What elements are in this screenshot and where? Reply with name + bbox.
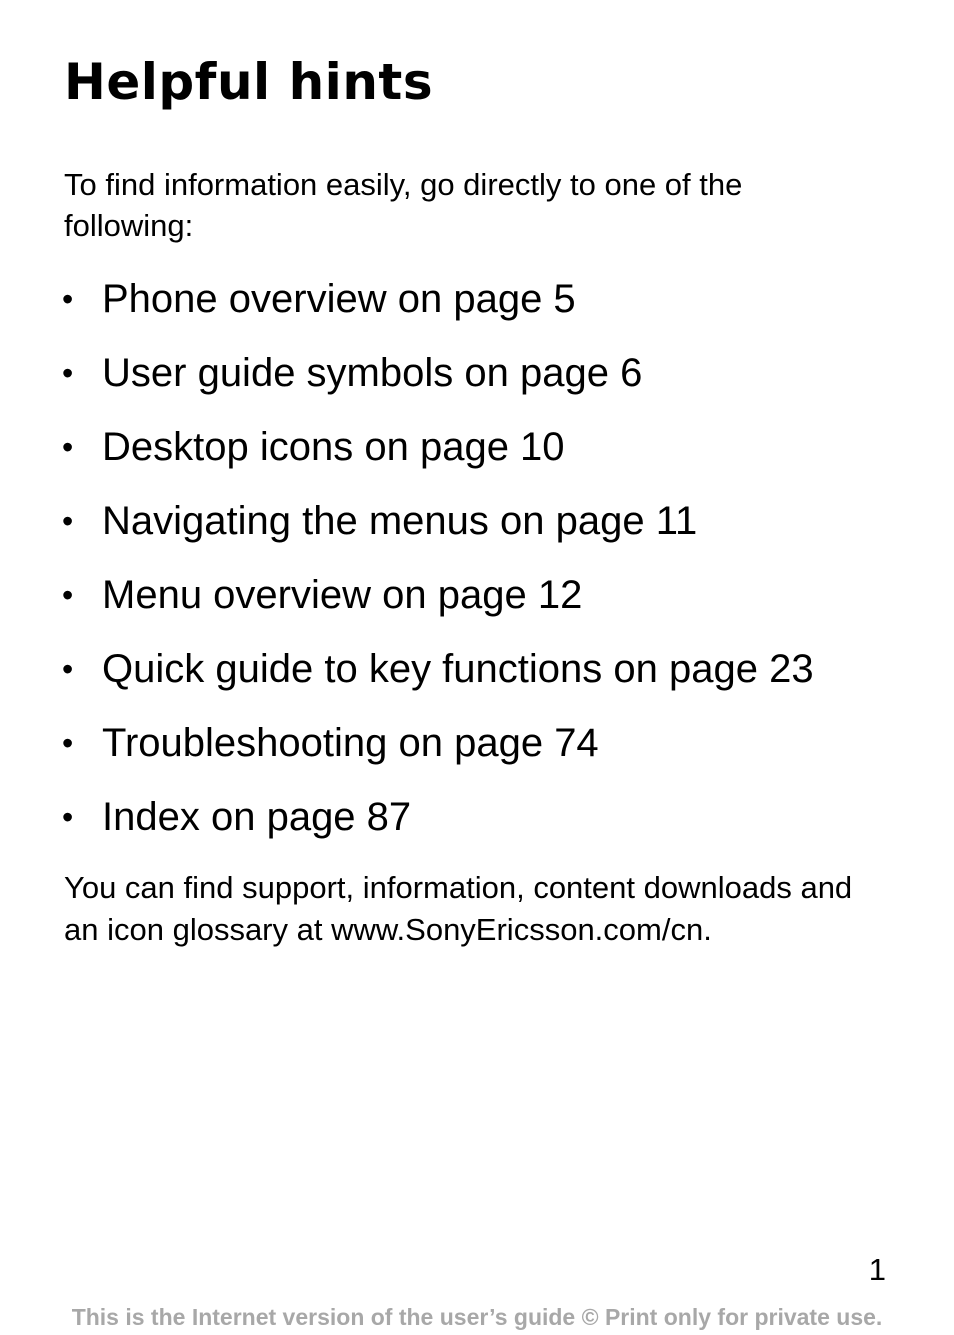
page-title: Helpful hints (64, 53, 434, 111)
bullet-icon: • (62, 503, 74, 539)
hint-link-phone-overview[interactable]: Phone overview on page 5 (102, 277, 576, 321)
intro-text: To find information easily, go directly to one of the following: (64, 167, 743, 243)
bullet-icon: • (62, 577, 74, 613)
bullet-icon: • (62, 429, 74, 465)
hint-link-index[interactable]: Index on page 87 (102, 795, 412, 839)
footer-notice: This is the Internet version of the user’s guide © Print only for private use. (71, 1304, 883, 1330)
hint-link-user-guide-symbols[interactable]: User guide symbols on page 6 (102, 351, 643, 395)
hint-link-menu-overview[interactable]: Menu overview on page 12 (102, 573, 583, 617)
hint-link-troubleshooting[interactable]: Troubleshooting on page 74 (102, 721, 599, 765)
bullet-icon: • (62, 799, 74, 835)
hint-link-desktop-icons[interactable]: Desktop icons on page 10 (102, 425, 565, 469)
page-number: 1 (868, 1252, 886, 1287)
bullet-icon: • (62, 725, 74, 761)
hint-link-quick-guide[interactable]: Quick guide to key functions on page 23 (102, 647, 814, 691)
hint-link-navigating-menus[interactable]: Navigating the menus on page 11 (102, 499, 698, 543)
bullet-icon: • (62, 281, 74, 317)
bullet-icon: • (62, 355, 74, 391)
support-text: You can find support, information, content downloads and an icon glossary at www.SonyEricsson.com/cn. (64, 870, 853, 947)
bullet-icon: • (62, 651, 74, 687)
